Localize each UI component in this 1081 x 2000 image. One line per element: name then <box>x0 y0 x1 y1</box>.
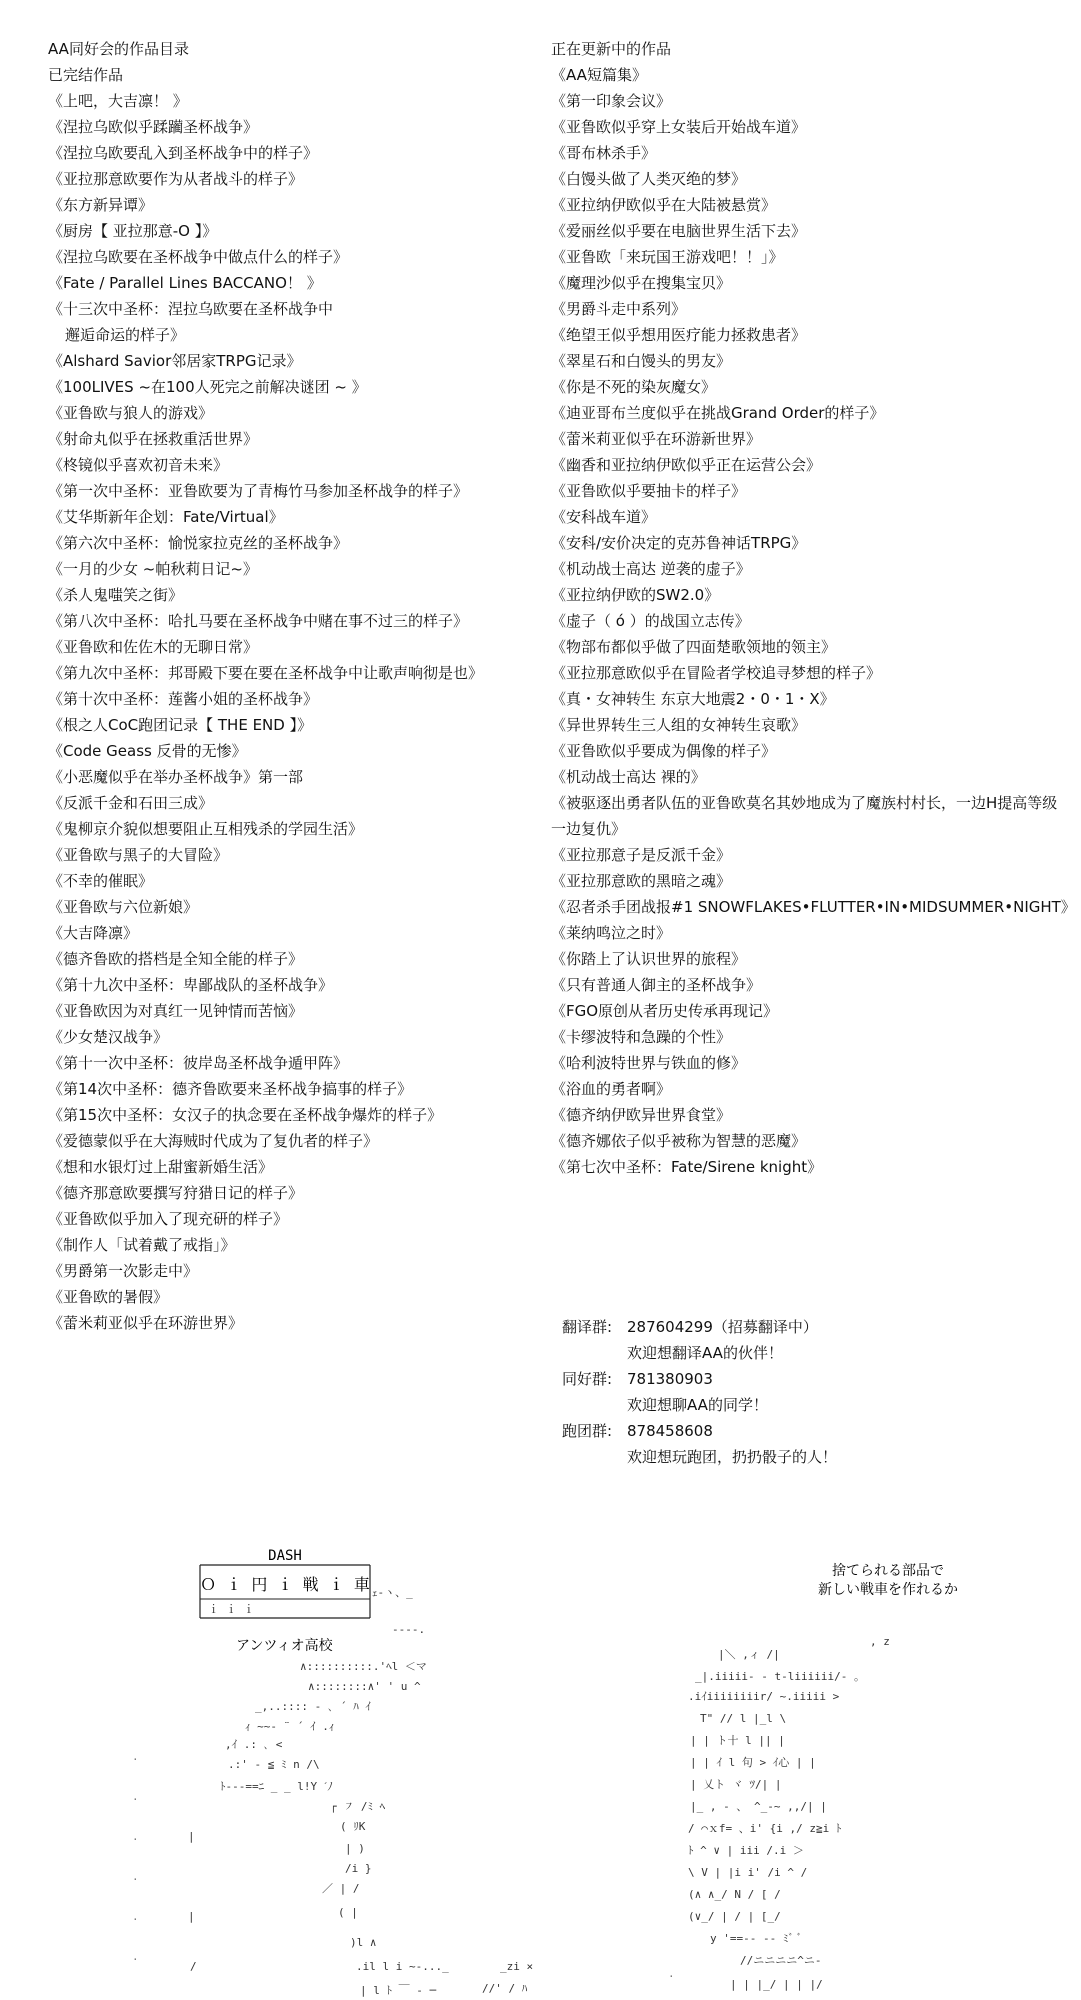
work-title: 《杀人鬼嗤笑之街》 <box>48 586 184 604</box>
svg-text:·: · <box>668 1970 675 1983</box>
work-title: 《男爵斗走中系列》 <box>551 300 687 318</box>
svg-text:T" // l |_l \: T" // l |_l \ <box>700 1712 787 1725</box>
work-title: 《一月的少女 ~帕秋莉日记~》 <box>48 560 258 578</box>
work-title: 《第九次中圣杯：邦哥殿下要在要在圣杯战争中让歌声响彻是也》 <box>48 664 484 682</box>
svg-text:_zi ×: _zi × <box>500 1960 534 1973</box>
work-title: 《安科/安价决定的克苏鲁神话TRPG》 <box>551 534 807 552</box>
svg-text:/ ⌒ｘf= 、i' {i ,/ z≧i ﾄ: / ⌒ｘf= 、i' {i ,/ z≧i ﾄ <box>688 1822 842 1835</box>
work-title: 《魔理沙似乎在搜集宝贝》 <box>551 274 732 292</box>
work-title: 《亚鲁欧似乎要抽卡的样子》 <box>551 482 747 500</box>
work-title: 《涅拉乌欧要在圣杯战争中做点什么的样子》 <box>48 248 349 266</box>
svg-text:ﾄ ^ ∨ | iii /.i ＞: ﾄ ^ ∨ | iii /.i ＞ <box>688 1844 804 1857</box>
work-title: 《机动战士高达 裸的》 <box>551 768 706 786</box>
work-title: 《蕾米莉亚似乎在环游新世界》 <box>551 430 762 448</box>
svg-text:.:' ‐ ≦ ﾐ n /\: .:' ‐ ≦ ﾐ n /\ <box>228 1758 320 1771</box>
right-character-figure <box>668 1635 890 1991</box>
svg-text:|: | <box>188 1910 195 1923</box>
svg-text:_,..:::: ‐ ､ ´ ﾊ ｲ: _,..:::: ‐ ､ ´ ﾊ ｲ <box>255 1700 371 1713</box>
work-title: 《德齐娜依子似乎被称为智慧的恶魔》 <box>551 1132 807 1150</box>
svg-text:| 乂ト ヾ ﾂ/| |: | 乂ト ヾ ﾂ/| | <box>690 1778 782 1791</box>
sign-post-marks: ｉ ｉ ｉ <box>208 1603 255 1616</box>
work-title: 《亚鲁欧和佐佐木的无聊日常》 <box>48 638 259 656</box>
svg-text://ニニニニ^ニ‐: //ニニニニ^ニ‐ <box>740 1954 822 1967</box>
completed-works-column <box>48 36 538 1336</box>
work-title: 《德齐纳伊欧异世界食堂》 <box>551 1106 732 1124</box>
svg-text:\ V | |i i' /i ^ /: \ V | |i i' /i ^ / <box>688 1866 808 1879</box>
work-title: 《艾华斯新年企划：Fate/Virtual》 <box>48 508 284 526</box>
speech-line-2: 新しい戦車を作れるか <box>818 1582 958 1598</box>
work-title: 《制作人「试着戴了戒指」》 <box>48 1236 236 1254</box>
svg-text:.: . <box>132 1750 139 1763</box>
trpg-group-note: 欢迎想玩跑团，扔扔骰子的人！ <box>627 1448 838 1466</box>
work-title: 《根之人CoC跑团记录【 THE END 】》 <box>48 716 313 734</box>
work-title: 《安科战车道》 <box>551 508 657 526</box>
svg-text:.iｲiiiiiiiir/ ~.iiiii >: .iｲiiiiiiiir/ ~.iiiii > <box>688 1690 840 1703</box>
work-title: 《亚鲁欧似乎加入了现充研的样子》 <box>48 1210 289 1228</box>
ascii-art-illustration <box>0 1500 1081 2000</box>
work-title: 《AA短篇集》 <box>551 66 647 84</box>
work-title: 《厨房【 亚拉那意-O 】》 <box>48 222 218 240</box>
work-title: 《第十一次中圣杯：彼岸岛圣杯战争遁甲阵》 <box>48 1054 349 1072</box>
svg-text:(∨_/ | / | [_/: (∨_/ | / | [_/ <box>688 1910 781 1923</box>
work-title: 《十三次中圣杯：涅拉乌欧要在圣杯战争中 <box>48 300 334 318</box>
work-title: 《第14次中圣杯：德齐鲁欧要来圣杯战争搞事的样子》 <box>48 1080 413 1098</box>
svg-text:.: . <box>132 1910 139 1923</box>
svg-text:∧::::::::∧' ' u ^: ∧::::::::∧' ' u ^ <box>308 1680 421 1693</box>
work-title: 《亚鲁欧与黑子的大冒险》 <box>48 846 229 864</box>
svg-text:/: / <box>190 1960 197 1973</box>
svg-text:.il l i ~‐..._: .il l i ~‐..._ <box>356 1960 449 1973</box>
translate-group-label: 翻译群: <box>562 1318 613 1336</box>
school-name: アンツィオ高校 <box>236 1638 333 1654</box>
work-title: 《迪亚哥布兰度似乎在挑战Grand Order的样子》 <box>551 404 885 422</box>
work-title: 《男爵第一次影走中》 <box>48 1262 199 1280</box>
svg-text:∧::::::::::.'ﾍl ＜マ: ∧::::::::::.'ﾍl ＜マ <box>300 1660 427 1673</box>
work-title: 《白馒头做了人类灭绝的梦》 <box>551 170 747 188</box>
catalog-heading: AA同好会的作品目录 <box>48 40 189 58</box>
ongoing-heading: 正在更新中的作品 <box>551 40 672 58</box>
hair-strokes: ‐‐‐‐. <box>392 1623 426 1636</box>
svg-text://' / ﾊ: //' / ﾊ <box>482 1982 528 1995</box>
work-title: 《第一次中圣杯：亚鲁欧要为了青梅竹马参加圣杯战争的样子》 <box>48 482 469 500</box>
work-title: 《蕾米莉亚似乎在环游世界》 <box>48 1314 244 1332</box>
work-title: 《第八次中圣杯：哈扎马要在圣杯战争中赌在事不过三的样子》 <box>48 612 469 630</box>
work-title: 《不幸的催眠》 <box>48 872 154 890</box>
work-title: 《爱德蒙似乎在大海贼时代成为了复仇者的样子》 <box>48 1132 379 1150</box>
svg-text:|＼ ,ィ /|: |＼ ,ィ /| <box>718 1648 780 1661</box>
work-title: 《射命丸似乎在拯救重活世界》 <box>48 430 259 448</box>
work-title: 《亚拉那意子是反派千金》 <box>551 846 732 864</box>
work-title: 《亚拉那意欧似乎在冒险者学校追寻梦想的样子》 <box>551 664 882 682</box>
work-title: 《涅拉乌欧似乎蹂躏圣杯战争》 <box>48 118 259 136</box>
speech-line-1: 捨てられる部品で <box>832 1563 944 1579</box>
translate-group-number: 287604299（招募翻译中） <box>627 1318 818 1336</box>
work-title: 《亚鲁欧与狼人的游戏》 <box>48 404 214 422</box>
work-title: 《想和水银灯过上甜蜜新婚生活》 <box>48 1158 274 1176</box>
translate-group-note: 欢迎想翻译AA的伙伴！ <box>627 1344 783 1362</box>
work-title: 《忍者杀手团战报#1 SNOWFLAKES•FLUTTER•IN•MIDSUMMER•NIGHT》 <box>551 898 1076 916</box>
work-title: 《亚鲁欧因为对真红一见钟情而苦恼》 <box>48 1002 304 1020</box>
work-title: 《真・女神转生 东京大地震2・0・1・X》 <box>551 690 835 708</box>
svg-text:| | ト十 l || |: | | ト十 l || | <box>690 1734 785 1747</box>
work-title: 《涅拉乌欧要乱入到圣杯战争中的样子》 <box>48 144 319 162</box>
svg-text:(∧ ∧_/ N / [ /: (∧ ∧_/ N / [ / <box>688 1888 781 1901</box>
work-title-continued: 邂逅命运的样子》 <box>65 326 186 344</box>
work-title: 《机动战士高达 逆袭的虚子》 <box>551 560 751 578</box>
svg-text:| | ｲ l 句 > ｲ心 | |: | | ｲ l 句 > ｲ心 | | <box>690 1756 816 1769</box>
work-title: 《德齐那意欧要撰写狩猎日记的样子》 <box>48 1184 304 1202</box>
svg-text:/i }: /i } <box>345 1862 372 1875</box>
svg-text:|: | <box>188 1830 195 1843</box>
work-title: 《第一印象会议》 <box>551 92 672 110</box>
work-title: 《亚鲁欧似乎要成为偶像的样子》 <box>551 742 777 760</box>
work-title: 《柊镜似乎喜欢初音未来》 <box>48 456 229 474</box>
work-title: 《哥布林杀手》 <box>551 144 657 162</box>
work-title: 《大吉降凛》 <box>48 924 139 942</box>
work-title: 《第六次中圣杯：愉悦家拉克丝的圣杯战争》 <box>48 534 349 552</box>
work-title: 《反派千金和石田三成》 <box>48 794 214 812</box>
work-title: 《第十次中圣杯：莲酱小姐的圣杯战争》 <box>48 690 319 708</box>
svg-text:ﾄ‐‐‐==ﾆ _ _ l!Y ˊﾉ: ﾄ‐‐‐==ﾆ _ _ l!Y ˊﾉ <box>220 1780 333 1793</box>
work-title: 《德齐鲁欧的搭档是全知全能的样子》 <box>48 950 304 968</box>
work-title: 《亚拉纳伊欧的SW2.0》 <box>551 586 720 604</box>
svg-text:( ﾘK: ( ﾘK <box>340 1820 366 1833</box>
work-title: 《100LIVES ~在100人死完之前解决谜团 ~ 》 <box>48 378 367 396</box>
svg-text:| ): | ) <box>345 1842 365 1855</box>
svg-text:)l ∧: )l ∧ <box>350 1936 377 1949</box>
work-title: 《FGO原创从者历史传承再现记》 <box>551 1002 779 1020</box>
work-title: 《浴血的勇者啊》 <box>551 1080 672 1098</box>
work-title: 《亚拉那意欧的黑暗之魂》 <box>551 872 732 890</box>
speech-bubble <box>818 1562 958 1598</box>
work-title: 《卡缪波特和急躁的个性》 <box>551 1028 732 1046</box>
tank-sign-text: Ｏ ｉ 円 ｉ 戦 ｉ 車 <box>200 1575 370 1594</box>
work-title: 《被驱逐出勇者队伍的亚鲁欧莫名其妙地成为了魔族村村长，一边H提高等级一边复仇》 <box>551 794 1058 838</box>
trpg-group-label: 跑团群: <box>562 1422 613 1440</box>
svg-text:|_ , - 、 ^_-~ ,,/| |: |_ , - 、 ^_-~ ,,/| | <box>690 1800 827 1813</box>
flag-strokes: ｪ-ヽ、_ <box>372 1586 413 1599</box>
work-title: 《东方新异谭》 <box>48 196 154 214</box>
svg-text:ｨ ~~‐ ¨ ´ ｲ .ｨ: ｨ ~~‐ ¨ ´ ｲ .ｨ <box>245 1720 335 1733</box>
work-title: 《亚鲁欧「来玩国王游戏吧！！」》 <box>551 248 784 266</box>
work-title: 《幽香和亚拉纳伊欧似乎正在运营公会》 <box>551 456 822 474</box>
svg-text:,ｲ .: ､ <: ,ｲ .: ､ < <box>225 1738 283 1751</box>
svg-text:, z: , z <box>870 1635 890 1648</box>
fan-group-label: 同好群: <box>562 1370 613 1388</box>
work-title: 《少女楚汉战争》 <box>48 1028 169 1046</box>
svg-text:y '==-- -- ﾐﾞ ﾞ: y '==-- -- ﾐﾞ ﾞ <box>710 1932 803 1945</box>
work-title: 《你踏上了认识世界的旅程》 <box>551 950 747 968</box>
work-title: 《虚子（ ó ）的战国立志传》 <box>551 612 750 630</box>
completed-heading: 已完结作品 <box>48 66 124 84</box>
left-character-figure <box>132 1660 533 1997</box>
svg-text:.: . <box>132 1830 139 1843</box>
svg-text:| | |_/ | | |/: | | |_/ | | |/ <box>730 1978 823 1991</box>
dash-sign <box>200 1548 370 1618</box>
work-title: 《上吧，大吉凛！ 》 <box>48 92 188 110</box>
svg-text:_|.iiiii‐ ‐ t‐liiiiii/‐ ｡: _|.iiiii‐ ‐ t‐liiiiii/‐ ｡ <box>695 1670 860 1683</box>
work-title: 《哈利波特世界与铁血的修》 <box>551 1054 747 1072</box>
work-title: 《Code Geass 反骨的无惨》 <box>48 742 247 760</box>
work-title: 《只有普通人御主的圣杯战争》 <box>551 976 762 994</box>
fan-group-number: 781380903 <box>627 1370 713 1388</box>
work-title: 《亚鲁欧的暑假》 <box>48 1288 169 1306</box>
work-title: 《亚鲁欧与六位新娘》 <box>48 898 199 916</box>
work-title: 《你是不死的染灰魔女》 <box>551 378 717 396</box>
svg-text:.: . <box>132 1870 139 1883</box>
work-title: 《第十九次中圣杯：卑鄙战队的圣杯战争》 <box>48 976 334 994</box>
work-title: 《Alshard Savior邻居家TRPG记录》 <box>48 352 302 370</box>
ascii-art-canvas <box>0 1500 1081 2000</box>
work-title: 《莱纳鸣泣之时》 <box>551 924 672 942</box>
work-title: 《亚拉纳伊欧似乎在大陆被悬赏》 <box>551 196 777 214</box>
svg-text:| l ﾄ ￣ ‐ ─: | l ﾄ ￣ ‐ ─ <box>360 1984 437 1997</box>
work-title: 《异世界转生三人组的女神转生哀歌》 <box>551 716 807 734</box>
work-title: 《爱丽丝似乎要在电脑世界生活下去》 <box>551 222 807 240</box>
svg-text:.: . <box>132 1950 139 1963</box>
svg-text:( |: ( | <box>338 1906 358 1919</box>
fan-group-note: 欢迎想聊AA的同学！ <box>627 1396 768 1414</box>
work-title: 《第15次中圣杯：女汉子的执念要在圣杯战争爆炸的样子》 <box>48 1106 443 1124</box>
group-contacts <box>562 1314 837 1470</box>
svg-text:┌ ㇇ /ﾐ ﾍ: ┌ ㇇ /ﾐ ﾍ <box>330 1800 386 1813</box>
work-title: 《亚鲁欧似乎穿上女装后开始战车道》 <box>551 118 807 136</box>
svg-text:／ | /: ／ | / <box>322 1882 360 1895</box>
svg-text:.: . <box>132 1790 139 1803</box>
work-title: 《绝望王似乎想用医疗能力拯救患者》 <box>551 326 807 344</box>
dash-label: DASH <box>268 1548 302 1564</box>
work-title: 《物部布都似乎做了四面楚歌领地的领主》 <box>551 638 837 656</box>
trpg-group-number: 878458608 <box>627 1422 713 1440</box>
work-title: 《亚拉那意欧要作为从者战斗的样子》 <box>48 170 304 188</box>
work-title: 《小恶魔似乎在举办圣杯战争》第一部 <box>48 768 304 786</box>
work-title: 《鬼柳京介貌似想要阻止互相残杀的学园生活》 <box>48 820 364 838</box>
work-title: 《翠星石和白馒头的男友》 <box>551 352 732 370</box>
ongoing-works-column <box>551 36 1076 1180</box>
work-title: 《Fate / Parallel Lines BACCANO！ 》 <box>48 274 322 292</box>
work-title: 《第七次中圣杯：Fate/Sirene knight》 <box>551 1158 823 1176</box>
